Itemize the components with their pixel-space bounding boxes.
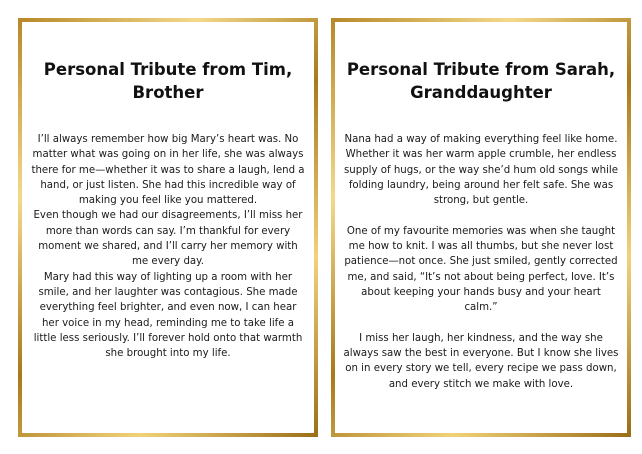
tribute-paragraph: I’ll always remember how big Mary’s heart was. No matter what was going on in her life, she was always there for me—whether it was to share a laugh, lend a hand, or just listen. She had this incredible way of making you feel like you mattered. xyxy=(31,134,305,207)
tribute-body-tim xyxy=(30,132,306,361)
tribute-paragraph: Nana had a way of making everything feel like home. Whether it was her warm apple crumble, her endless supply of hugs, or the way she’d hum old songs while folding laundry, being around her felt safe. She was strong, but gentle. xyxy=(343,134,619,207)
tribute-title-sarah: Personal Tribute from Sarah, Granddaughter xyxy=(346,60,616,102)
tribute-body-sarah xyxy=(343,132,619,392)
tribute-card-tim xyxy=(18,18,318,437)
tribute-title-tim: Personal Tribute from Tim, Brother xyxy=(43,60,293,102)
tribute-paragraph: One of my favourite memories was when she taught me how to knit. I was all thumbs, but she never lost patience—not once. She just smiled, gently corrected me, and said, “It’s not about being perfect, love. It’s about keeping your hands busy and your heart calm.” xyxy=(344,225,618,314)
tribute-paragraph: Mary had this way of lighting up a room with her smile, and her laughter was contagious. She made everything feel brighter, and even now, I can hear her voice in my head, reminding me to take life a little less seriously. I’ll forever hold onto that warmth she brought into my life. xyxy=(33,271,303,360)
tribute-card-sarah xyxy=(331,18,631,437)
tribute-paragraph: I miss her laugh, her kindness, and the way she always saw the best in everyone. But I know she lives on in every story we tell, every recipe we pass down, and every stitch we make with love. xyxy=(343,332,619,390)
tribute-paragraph: Even though we had our disagreements, I’ll miss her more than words can say. I’m thankful for every moment we shared, and I’ll carry her memory with me every day. xyxy=(33,210,303,268)
